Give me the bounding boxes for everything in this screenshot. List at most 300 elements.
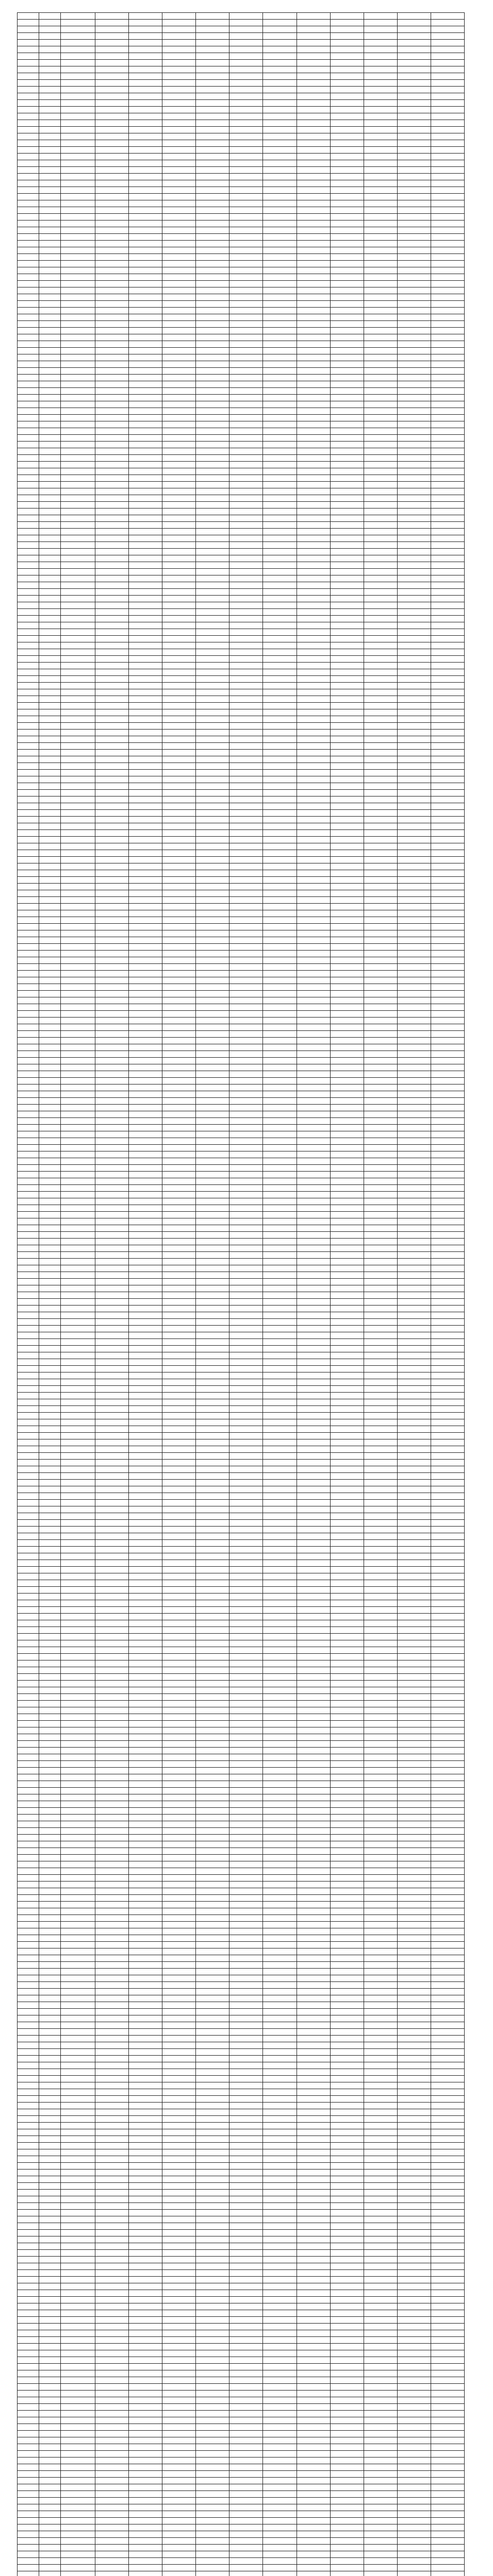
table-cell xyxy=(297,1928,330,1935)
table-cell xyxy=(330,1808,364,1815)
table-cell xyxy=(129,428,162,435)
table-cell xyxy=(39,334,60,341)
table-cell xyxy=(431,1439,464,1446)
table-cell xyxy=(95,93,129,100)
table-cell xyxy=(330,60,364,66)
table-cell xyxy=(18,53,39,60)
table-cell xyxy=(39,361,60,368)
table-cell xyxy=(60,167,95,174)
table-cell xyxy=(60,736,95,743)
table-cell xyxy=(297,468,330,475)
table-cell xyxy=(364,1553,397,1560)
table-cell xyxy=(18,756,39,763)
table-cell xyxy=(397,1272,431,1279)
table-cell xyxy=(60,1707,95,1714)
table-cell xyxy=(39,897,60,904)
table-row xyxy=(18,348,465,354)
table-cell xyxy=(431,730,464,736)
table-cell xyxy=(95,1078,129,1084)
table-cell xyxy=(95,187,129,194)
table-cell xyxy=(129,2036,162,2042)
table-cell xyxy=(397,2170,431,2176)
table-row xyxy=(18,93,465,100)
table-cell xyxy=(263,1841,297,1848)
table-cell xyxy=(297,790,330,796)
table-cell xyxy=(397,971,431,977)
table-cell xyxy=(162,837,196,843)
table-row xyxy=(18,1506,465,1513)
table-cell xyxy=(18,442,39,448)
table-cell xyxy=(196,2022,229,2029)
table-row xyxy=(18,1446,465,1453)
table-cell xyxy=(39,1185,60,1192)
table-cell xyxy=(196,964,229,971)
table-cell xyxy=(263,1640,297,1647)
table-cell xyxy=(39,529,60,535)
table-cell xyxy=(162,1674,196,1681)
table-cell xyxy=(18,455,39,462)
table-cell xyxy=(95,66,129,73)
table-cell xyxy=(60,154,95,160)
table-cell xyxy=(129,2029,162,2036)
table-cell xyxy=(263,663,297,669)
table-cell xyxy=(263,870,297,877)
table-cell xyxy=(364,2143,397,2149)
table-cell xyxy=(397,147,431,154)
table-cell xyxy=(39,1192,60,1198)
table-cell xyxy=(39,2129,60,2136)
table-cell xyxy=(196,1158,229,1165)
table-cell xyxy=(60,997,95,1004)
table-cell xyxy=(18,776,39,783)
table-cell xyxy=(229,937,263,944)
table-cell xyxy=(397,562,431,569)
table-cell xyxy=(229,1674,263,1681)
table-cell xyxy=(330,1299,364,1306)
table-cell xyxy=(162,535,196,542)
table-cell xyxy=(60,408,95,415)
table-cell xyxy=(229,1748,263,1754)
table-cell xyxy=(263,716,297,723)
table-cell xyxy=(60,113,95,120)
table-cell xyxy=(297,1922,330,1928)
table-cell xyxy=(330,1687,364,1694)
table-cell xyxy=(297,2230,330,2236)
table-cell xyxy=(330,1533,364,1540)
table-row xyxy=(18,676,465,683)
table-cell xyxy=(95,1721,129,1727)
table-cell xyxy=(196,1098,229,1105)
table-cell xyxy=(129,1560,162,1567)
table-cell xyxy=(196,1125,229,1131)
table-cell xyxy=(364,113,397,120)
table-cell xyxy=(129,890,162,897)
table-cell xyxy=(60,1419,95,1426)
table-cell xyxy=(129,361,162,368)
table-cell xyxy=(18,40,39,46)
table-cell xyxy=(431,803,464,810)
table-cell xyxy=(263,133,297,140)
table-cell xyxy=(297,415,330,421)
table-cell xyxy=(196,113,229,120)
table-cell xyxy=(196,287,229,294)
table-cell xyxy=(297,1024,330,1031)
table-cell xyxy=(162,2123,196,2129)
table-cell xyxy=(162,428,196,435)
table-cell xyxy=(229,421,263,428)
table-cell xyxy=(39,1426,60,1433)
table-cell xyxy=(397,348,431,354)
table-cell xyxy=(162,890,196,897)
table-cell xyxy=(330,1560,364,1567)
table-cell xyxy=(364,1955,397,1962)
table-cell xyxy=(196,1969,229,1975)
table-cell xyxy=(18,381,39,388)
table-cell xyxy=(18,26,39,33)
table-cell xyxy=(129,642,162,649)
table-cell xyxy=(95,2203,129,2210)
table-cell xyxy=(39,656,60,663)
table-row xyxy=(18,803,465,810)
table-cell xyxy=(364,1145,397,1151)
table-cell xyxy=(129,689,162,696)
table-cell xyxy=(229,1607,263,1614)
table-row xyxy=(18,1567,465,1573)
table-cell xyxy=(39,2049,60,2056)
table-cell xyxy=(129,944,162,951)
table-cell xyxy=(162,1882,196,1888)
table-cell xyxy=(39,1627,60,1634)
table-row xyxy=(18,174,465,180)
table-cell xyxy=(263,1989,297,1995)
table-cell xyxy=(229,1259,263,1265)
table-cell xyxy=(330,2183,364,2190)
table-cell xyxy=(162,167,196,174)
table-cell xyxy=(397,823,431,830)
table-cell xyxy=(229,1252,263,1259)
table-cell xyxy=(263,301,297,308)
table-cell xyxy=(431,1480,464,1486)
table-cell xyxy=(95,1875,129,1882)
table-cell xyxy=(18,448,39,455)
table-row xyxy=(18,254,465,261)
table-cell xyxy=(129,53,162,60)
table-cell xyxy=(18,897,39,904)
table-cell xyxy=(229,308,263,314)
table-cell xyxy=(129,421,162,428)
table-cell xyxy=(18,2002,39,2009)
table-cell xyxy=(95,582,129,589)
table-cell xyxy=(330,1044,364,1051)
table-cell xyxy=(162,1774,196,1781)
table-cell xyxy=(162,596,196,602)
table-cell xyxy=(397,1567,431,1573)
table-cell xyxy=(129,294,162,301)
table-cell xyxy=(18,1821,39,1828)
table-cell xyxy=(397,1439,431,1446)
table-cell xyxy=(95,1058,129,1064)
table-cell xyxy=(397,1761,431,1768)
table-cell xyxy=(263,180,297,187)
table-cell xyxy=(229,435,263,442)
table-row xyxy=(18,1004,465,1011)
table-cell xyxy=(397,2076,431,2082)
table-row xyxy=(18,1774,465,1781)
table-cell xyxy=(431,1426,464,1433)
table-cell xyxy=(162,227,196,234)
table-cell xyxy=(229,743,263,750)
table-cell xyxy=(95,274,129,281)
table-cell xyxy=(18,133,39,140)
table-cell xyxy=(330,683,364,689)
table-cell xyxy=(95,1372,129,1379)
table-cell xyxy=(330,287,364,294)
table-cell xyxy=(229,2176,263,2183)
table-row xyxy=(18,663,465,669)
table-cell xyxy=(397,502,431,509)
table-cell xyxy=(162,542,196,549)
table-cell xyxy=(263,1346,297,1352)
table-cell xyxy=(431,321,464,328)
table-cell xyxy=(263,1835,297,1841)
table-cell xyxy=(60,944,95,951)
table-cell xyxy=(397,1868,431,1875)
table-cell xyxy=(229,1620,263,1627)
table-cell xyxy=(431,1922,464,1928)
table-cell xyxy=(364,1527,397,1533)
table-cell xyxy=(431,656,464,663)
table-cell xyxy=(263,1882,297,1888)
table-cell xyxy=(229,1078,263,1084)
table-cell xyxy=(397,1942,431,1948)
table-cell xyxy=(60,2149,95,2156)
table-cell xyxy=(431,100,464,107)
table-cell xyxy=(229,810,263,817)
table-cell xyxy=(364,53,397,60)
table-row xyxy=(18,1882,465,1888)
table-cell xyxy=(263,1058,297,1064)
table-cell xyxy=(60,1681,95,1687)
table-cell xyxy=(297,1654,330,1660)
table-cell xyxy=(263,917,297,924)
table-cell xyxy=(162,462,196,468)
table-cell xyxy=(431,502,464,509)
table-cell xyxy=(162,2190,196,2196)
table-cell xyxy=(39,1995,60,2002)
table-cell xyxy=(431,1553,464,1560)
table-cell xyxy=(397,582,431,589)
table-cell xyxy=(196,2236,229,2243)
table-cell xyxy=(431,1352,464,1359)
table-cell xyxy=(95,1828,129,1835)
table-cell xyxy=(263,1406,297,1413)
table-cell xyxy=(431,890,464,897)
table-cell xyxy=(18,1861,39,1868)
table-cell xyxy=(364,2029,397,2036)
table-row xyxy=(18,1359,465,1366)
table-cell xyxy=(229,2216,263,2223)
table-cell xyxy=(162,214,196,221)
table-cell xyxy=(431,663,464,669)
table-cell xyxy=(95,676,129,683)
table-cell xyxy=(397,984,431,991)
table-cell xyxy=(263,1225,297,1232)
table-cell xyxy=(431,1607,464,1614)
table-cell xyxy=(229,1801,263,1808)
table-cell xyxy=(263,348,297,354)
table-cell xyxy=(196,1105,229,1111)
table-cell xyxy=(129,1600,162,1607)
table-cell xyxy=(18,1399,39,1406)
table-cell xyxy=(18,977,39,984)
table-cell xyxy=(39,1024,60,1031)
table-cell xyxy=(431,1031,464,1038)
table-cell xyxy=(330,1151,364,1158)
table-cell xyxy=(39,1640,60,1647)
table-cell xyxy=(263,2143,297,2149)
table-cell xyxy=(297,1245,330,1252)
table-cell xyxy=(263,2042,297,2049)
table-row xyxy=(18,2062,465,2069)
table-cell xyxy=(95,904,129,910)
table-cell xyxy=(397,1366,431,1372)
table-cell xyxy=(263,763,297,770)
table-cell xyxy=(330,2223,364,2230)
table-cell xyxy=(297,294,330,301)
table-cell xyxy=(162,100,196,107)
table-cell xyxy=(196,194,229,200)
table-cell xyxy=(364,1942,397,1948)
table-cell xyxy=(129,964,162,971)
table-cell xyxy=(60,66,95,73)
table-cell xyxy=(39,488,60,495)
table-cell xyxy=(60,495,95,502)
table-cell xyxy=(297,1218,330,1225)
table-cell xyxy=(364,334,397,341)
table-row xyxy=(18,870,465,877)
table-cell xyxy=(263,555,297,562)
table-cell xyxy=(397,221,431,227)
table-cell xyxy=(229,1687,263,1694)
table-cell xyxy=(162,730,196,736)
table-cell xyxy=(263,475,297,482)
table-cell xyxy=(39,1151,60,1158)
table-cell xyxy=(330,20,364,26)
table-cell xyxy=(397,683,431,689)
table-cell xyxy=(229,2082,263,2089)
table-cell xyxy=(263,1888,297,1895)
table-cell xyxy=(229,341,263,348)
table-cell xyxy=(196,1647,229,1654)
table-row xyxy=(18,1614,465,1620)
table-cell xyxy=(95,1038,129,1044)
table-cell xyxy=(39,1118,60,1125)
table-cell xyxy=(162,823,196,830)
table-cell xyxy=(229,140,263,147)
table-cell xyxy=(18,2116,39,2123)
table-cell xyxy=(196,642,229,649)
table-cell xyxy=(397,1948,431,1955)
table-cell xyxy=(196,1580,229,1587)
table-cell xyxy=(60,120,95,127)
table-cell xyxy=(364,1306,397,1312)
table-cell xyxy=(431,1312,464,1319)
table-cell xyxy=(397,1433,431,1439)
table-cell xyxy=(18,850,39,857)
table-cell xyxy=(431,160,464,167)
table-cell xyxy=(39,468,60,475)
table-cell xyxy=(162,1165,196,1172)
table-cell xyxy=(330,1004,364,1011)
table-cell xyxy=(297,1111,330,1118)
table-cell xyxy=(129,1406,162,1413)
table-cell xyxy=(431,2230,464,2236)
table-cell xyxy=(229,2096,263,2103)
table-cell xyxy=(18,1326,39,1332)
table-cell xyxy=(60,308,95,314)
table-cell xyxy=(129,884,162,890)
table-cell xyxy=(60,1386,95,1393)
table-cell xyxy=(60,1332,95,1339)
table-cell xyxy=(60,93,95,100)
table-cell xyxy=(60,870,95,877)
table-cell xyxy=(330,1433,364,1439)
table-cell xyxy=(39,669,60,676)
table-cell xyxy=(129,1044,162,1051)
table-cell xyxy=(263,187,297,194)
table-cell xyxy=(330,1393,364,1399)
table-row xyxy=(18,1754,465,1761)
table-row xyxy=(18,964,465,971)
table-cell xyxy=(39,348,60,354)
table-cell xyxy=(162,482,196,488)
table-cell xyxy=(39,2015,60,2022)
table-cell xyxy=(129,1138,162,1145)
table-cell xyxy=(330,2062,364,2069)
table-cell xyxy=(162,107,196,113)
table-row xyxy=(18,1386,465,1393)
table-row xyxy=(18,1540,465,1547)
table-cell xyxy=(60,2163,95,2170)
table-cell xyxy=(95,2116,129,2123)
table-cell xyxy=(95,1346,129,1352)
table-cell xyxy=(95,1794,129,1801)
table-cell xyxy=(129,910,162,917)
table-cell xyxy=(297,1473,330,1480)
table-cell xyxy=(162,113,196,120)
table-cell xyxy=(95,2129,129,2136)
table-cell xyxy=(162,1359,196,1366)
table-cell xyxy=(39,1828,60,1835)
table-cell xyxy=(263,1788,297,1794)
table-cell xyxy=(229,1982,263,1989)
table-cell xyxy=(297,1614,330,1620)
table-cell xyxy=(129,1352,162,1359)
table-row xyxy=(18,120,465,127)
table-cell xyxy=(330,770,364,776)
table-row xyxy=(18,2036,465,2042)
table-cell xyxy=(431,1975,464,1982)
table-cell xyxy=(129,1828,162,1835)
table-cell xyxy=(129,1928,162,1935)
table-cell xyxy=(60,837,95,843)
table-cell xyxy=(39,1272,60,1279)
table-row xyxy=(18,1038,465,1044)
table-cell xyxy=(129,1098,162,1105)
table-cell xyxy=(129,549,162,555)
table-cell xyxy=(229,1794,263,1801)
table-cell xyxy=(196,2230,229,2236)
